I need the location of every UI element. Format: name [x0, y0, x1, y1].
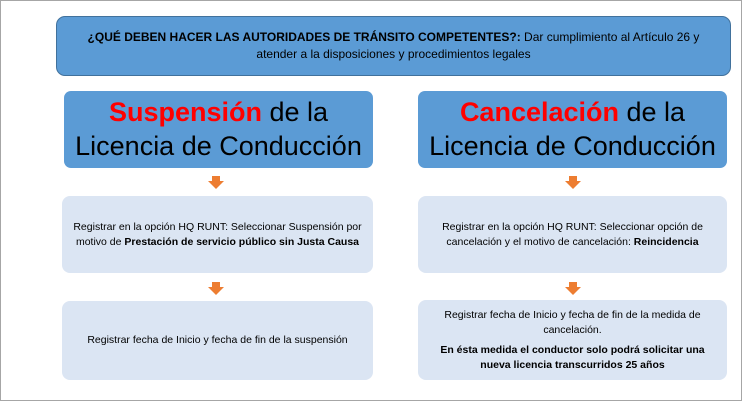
suspension-step-1-text	[68, 220, 367, 250]
cancelacion-title-box	[418, 91, 727, 168]
arrow-down-icon	[208, 282, 224, 295]
suspension-title-box	[64, 91, 373, 168]
cancelacion-step-1-text	[424, 220, 721, 250]
question-text	[87, 29, 700, 63]
cancelacion-title-accent: Cancelación	[459, 97, 619, 127]
suspension-step-2-text: Registrar fecha de Inicio y fecha de fin de la suspensión	[87, 334, 348, 346]
cancelacion-step-2-note: En ésta medida el conductor solo podrá solicitar una nueva licencia transcurridos 25 años	[440, 343, 705, 371]
arrow-down-icon	[565, 282, 581, 295]
question-box	[56, 16, 731, 76]
suspension-title-line2: Licencia de Conducción	[75, 131, 362, 161]
suspension-step-1-box	[62, 196, 373, 273]
suspension-step-2-box	[62, 301, 373, 380]
question-heading: ¿QUÉ DEBEN HACER LAS AUTORIDADES DE TRÁNSITO COMPETENTES?:	[87, 30, 521, 44]
cancelacion-step-1-bold: Reincidencia	[633, 235, 699, 248]
cancelacion-step-2-text: Registrar fecha de Inicio y fecha de fin de la medida de cancelación.	[444, 308, 701, 336]
suspension-step-1-bold: Prestación de servicio público sin Justa Causa	[124, 235, 360, 248]
cancelacion-step-2-box	[418, 300, 727, 380]
cancelacion-step-1-plain: Registrar en la opción HQ RUNT: Seleccionar opción de cancelación y el motivo de cancelación:	[442, 220, 703, 248]
suspension-step-1-plain: Registrar en la opción HQ RUNT: Seleccionar Suspensión por motivo de	[73, 220, 362, 248]
arrow-down-icon	[208, 176, 224, 189]
cancelacion-title-line2: Licencia de Conducción	[429, 131, 716, 161]
suspension-title-rest: de la	[261, 97, 329, 127]
arrow-down-icon	[565, 176, 581, 189]
suspension-title-accent: Suspensión	[108, 97, 262, 127]
cancelacion-title-rest: de la	[619, 97, 686, 127]
question-answer: Dar cumplimiento al Artículo 26 y atender a la disposiciones y procedimientos legales	[256, 30, 700, 61]
cancelacion-step-1-box	[418, 196, 727, 273]
